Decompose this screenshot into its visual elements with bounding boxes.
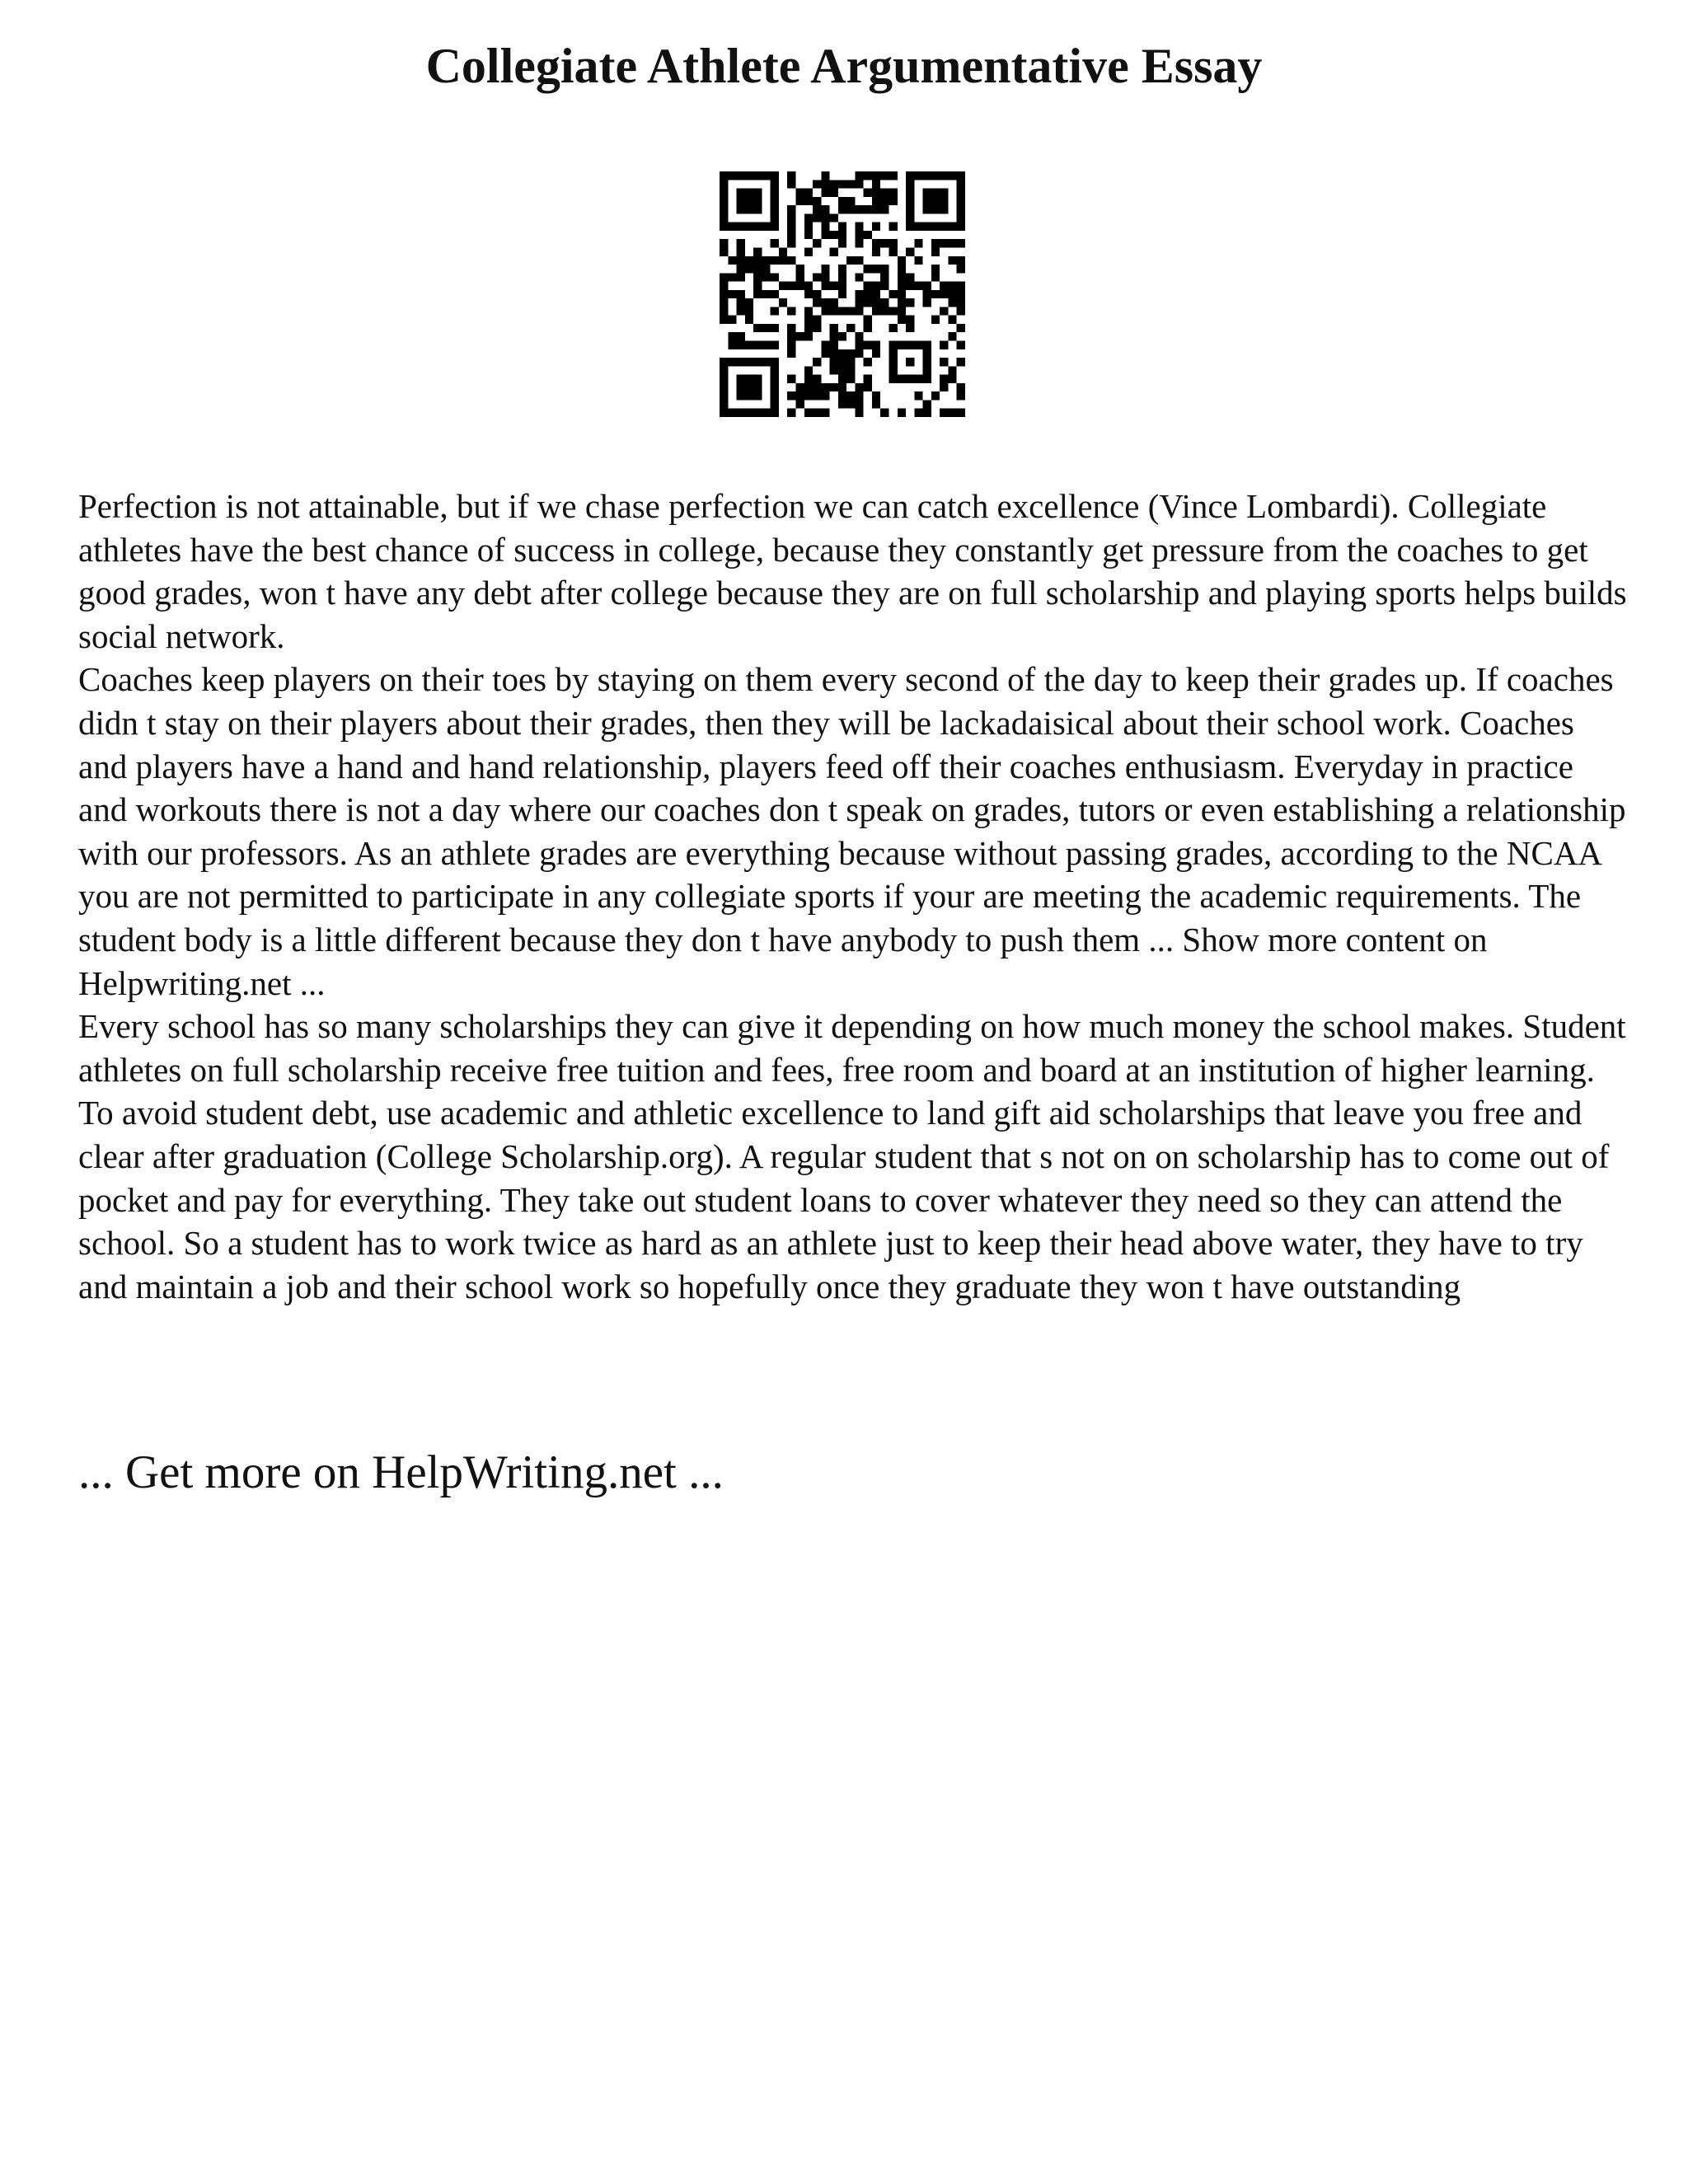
essay-paragraph-3: Every school has so many scholarships they can give it depending on how much money the school makes. Student athletes on full scholarship receive free tuition and fees, free room and board at an institution of higher learning. To avoid student debt, use academic and athletic excellence to land gift aid scholarships that leave you free and clear after graduation (College Scholarship.org). A regular student that s not on on scholarship has to come out of pocket and pay for everything. They take out student loans to cover whatever they need so they can attend the school. So a student has to work twice as hard as an athlete just to keep their head above water, they have to try and maintain a job and their school work so hopefully once they graduate they won t have outstanding — [78, 1007, 1626, 1305]
page-title: Collegiate Athlete Argumentative Essay — [425, 39, 1263, 93]
qr-code-icon — [720, 171, 965, 417]
essay-paragraph-1: Perfection is not attainable, but if we chase perfection we can catch excellence (Vince Lombardi). Collegiate athletes have the best chance of success in college, because they constantly get pressure from the coaches to get good grades, won t have any debt after college because they are on full scholarship and playing sports helps builds social network. — [78, 487, 1627, 655]
get-more-link[interactable]: ... Get more on HelpWriting.net ... — [78, 1446, 724, 1498]
essay-body — [78, 485, 1628, 1308]
essay-paragraph-2: Coaches keep players on their toes by staying on them every second of the day to keep their grades up. If coaches didn t stay on their players about their grades, then they will be lackadaisical about their school work. Coaches and players have a hand and hand relationship, players feed off their coaches enthusiasm. Everyday in practice and workouts there is not a day where our coaches don t speak on grades, tutors or even establishing a relationship with our professors. As an athlete grades are everything because without passing grades, according to the NCAA you are not permitted to participate in any collegiate sports if your are meeting the academic requirements. The student body is a little different because they don t have anybody to push them ... Show more content on Helpwriting.net ... — [78, 660, 1626, 1002]
